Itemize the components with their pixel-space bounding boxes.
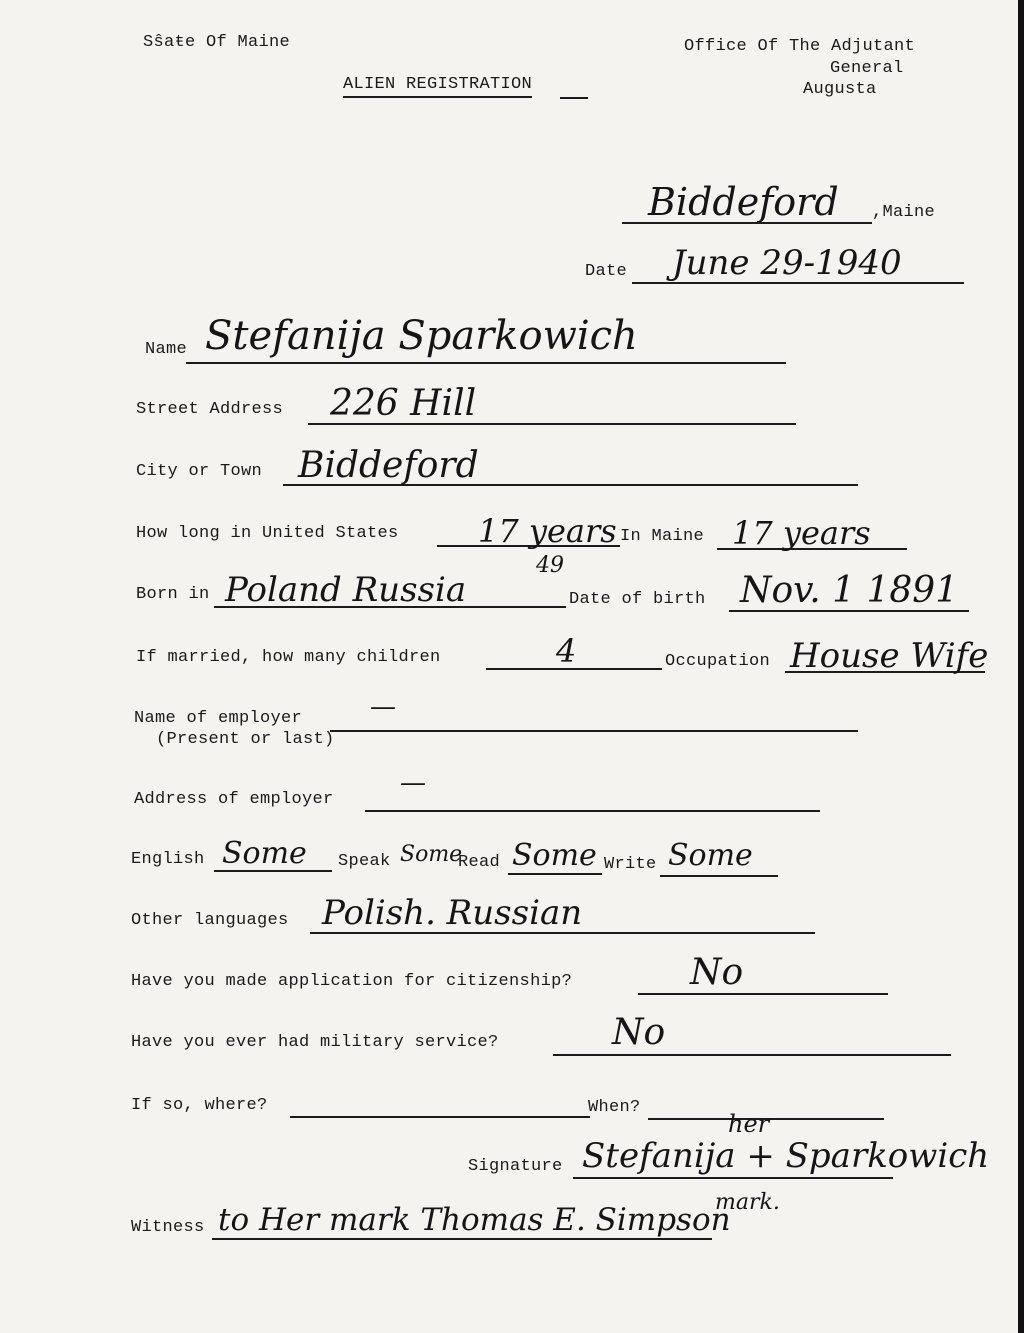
employer-name-line [330, 730, 858, 732]
city-label: City or Town [136, 462, 263, 481]
employer-address-label: Address of employer [134, 790, 334, 809]
maine-label: ,Maine [872, 203, 936, 222]
when-label: When? [588, 1098, 641, 1117]
military-value: No [612, 1012, 666, 1053]
street-address-label: Street Address [136, 400, 284, 419]
signature-her: her [728, 1110, 770, 1138]
witness-mark-note: mark. [715, 1190, 780, 1215]
street-address-value: 226 Hill [330, 383, 477, 424]
other-languages-label: Other languages [131, 911, 289, 930]
citizenship-label: Have you made application for citizenship? [131, 972, 573, 991]
office-line-1: Office Of The Adjutant [684, 37, 916, 56]
witness-line [212, 1238, 712, 1240]
military-label: Have you ever had military service? [131, 1033, 499, 1052]
occupation-value: House Wife [790, 636, 989, 676]
born-in-label: Born in [136, 585, 210, 604]
witness-value: to Her mark Thomas E. Simpson [218, 1202, 731, 1238]
write-line [660, 875, 778, 877]
occupation-label: Occupation [665, 652, 771, 671]
children-label: If married, how many children [136, 648, 441, 667]
age-note: 49 [536, 553, 564, 578]
name-line [186, 362, 786, 364]
date-value: June 29-1940 [672, 243, 902, 283]
if-so-where-label: If so, where? [131, 1096, 268, 1115]
town-value: Biddeford [648, 180, 839, 224]
date-label: Date [585, 262, 628, 281]
if-so-where-line [290, 1116, 590, 1118]
employer-name-dash: — [370, 692, 396, 722]
read-value: Some [512, 838, 597, 873]
signature-label: Signature [468, 1157, 563, 1176]
speak-value: Some [400, 842, 463, 867]
employer-address-dash: — [400, 768, 426, 798]
citizenship-value: No [690, 952, 744, 993]
speak-label: Speak [338, 852, 391, 871]
how-long-us-value: 17 years [478, 512, 617, 550]
children-value: 4 [556, 632, 577, 670]
name-value: Stefanija Sparkowich [205, 313, 638, 359]
in-maine-label: In Maine [620, 527, 705, 546]
date-of-birth-value: Nov. 1 1891 [740, 570, 959, 611]
office-line-3: Augusta [803, 80, 877, 99]
signature-line [573, 1177, 893, 1179]
citizenship-line [638, 993, 888, 995]
read-line [508, 873, 602, 875]
other-languages-value: Polish. Russian [322, 893, 583, 933]
witness-label: Witness [131, 1218, 205, 1237]
form-title: ALIEN REGISTRATION [343, 75, 532, 98]
born-in-value: Poland Russia [225, 570, 467, 610]
date-of-birth-label: Date of birth [569, 590, 706, 609]
signature-value: Stefanija + Sparkowich [582, 1136, 990, 1176]
employer-note: (Present or last) [156, 730, 335, 749]
write-value: Some [668, 838, 753, 873]
military-line [553, 1054, 951, 1056]
title-underline-extension [560, 97, 588, 99]
in-maine-value: 17 years [732, 514, 871, 552]
office-line-2: General [830, 59, 904, 78]
employer-address-line [365, 810, 820, 812]
state-heading: Sŝaŧe Of Maine [143, 33, 291, 52]
employer-name-label: Name of employer [134, 709, 303, 728]
read-label: Read [458, 853, 501, 872]
city-value: Biddeford [298, 445, 479, 486]
name-label: Name [145, 340, 188, 359]
english-value: Some [222, 836, 307, 871]
english-label: English [131, 850, 205, 869]
write-label: Write [604, 855, 657, 874]
how-long-us-label: How long in United States [136, 524, 399, 543]
